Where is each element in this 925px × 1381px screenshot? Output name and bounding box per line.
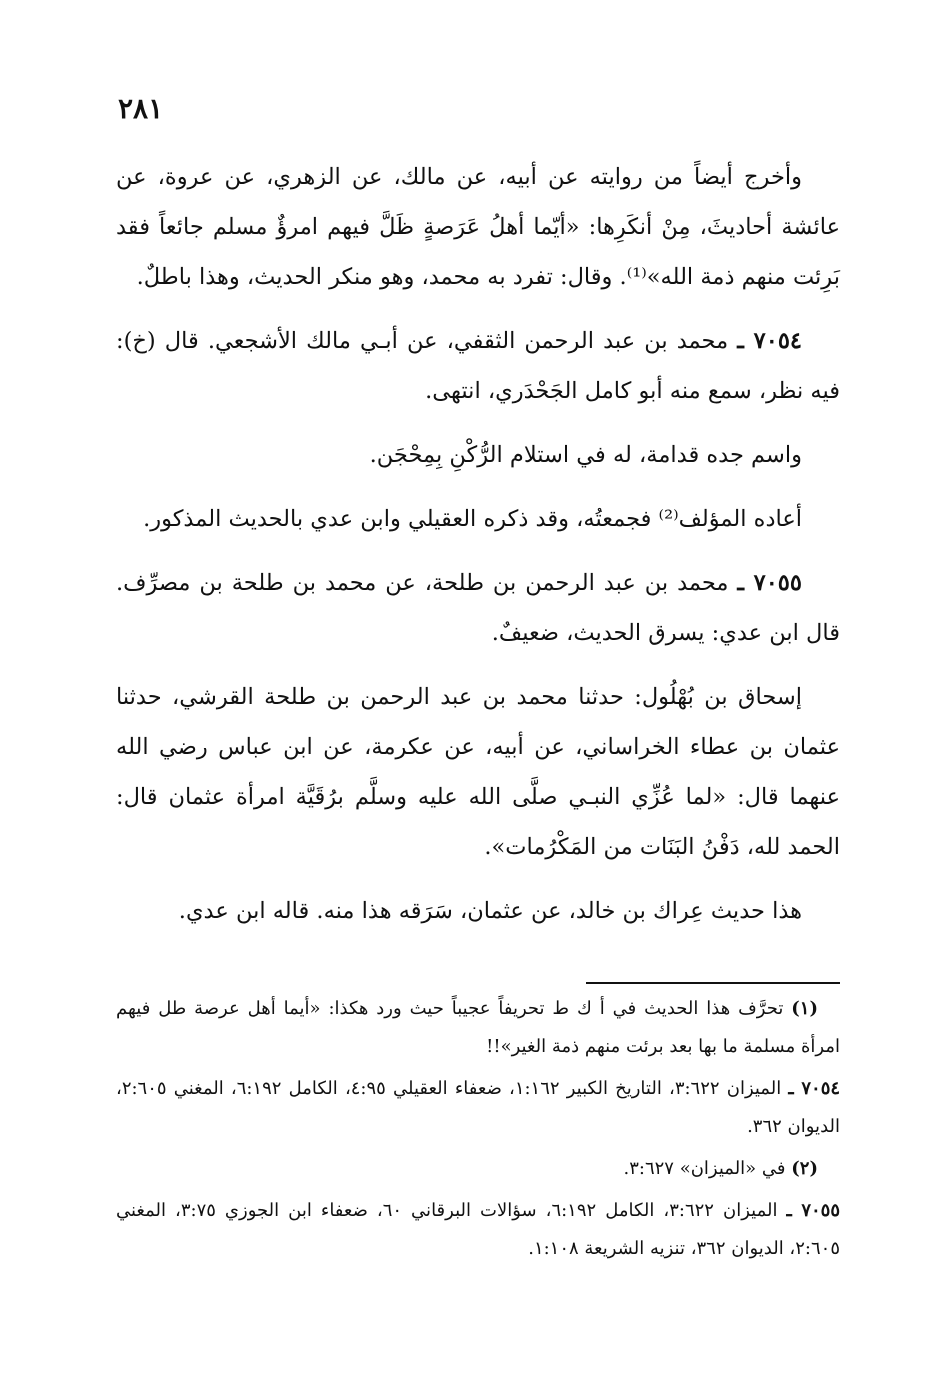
footnote-text: في «الميزان» ٣:٦٢٧. <box>623 1158 786 1179</box>
paragraph-grandfather-name <box>116 430 840 480</box>
paragraph-hadith-aisha <box>116 152 840 302</box>
footnote-text: الميزان ٣:٦٢٢، الكامل ٦:١٩٢، سؤالات البرقاني ٦٠، ضعفاء ابن الجوزي ٣:٧٥، المغني ٢:٦٠٥، الديوان ٣٦٢، تنزيه الشريعة ١:١٠٨. <box>116 1200 840 1259</box>
paragraph-text: إسحاق بن بُهْلُول: حدثنا محمد بن عبد الرحمن بن طلحة القرشي، حدثنا عثمان بن عطاء الخراساني، عن أبيه، عن عكرمة، عن ابن عباس رضي الله عنهما قال: «لما عُزِّي النبـي صلَّى الله عليه وسلَّم برُقَيَّة امرأة عثمان قال: الحمد لله، دَفْنُ البَنَات من المَكْرُمات». <box>116 684 840 860</box>
footnote-item <box>116 1150 840 1188</box>
footnotes <box>116 990 840 1272</box>
entry-7055 <box>116 558 840 658</box>
footnote-item <box>116 1070 840 1146</box>
paragraph-irak-note <box>116 886 840 936</box>
paragraph-text: أعاده المؤلف⁽²⁾ فجمعتُه، وقد ذكره العقيلي وابن عدي بالحديث المذكور. <box>143 506 802 532</box>
entry-number: ٧٠٥٤ ـ <box>737 328 802 354</box>
paragraph-ishaq-chain <box>116 672 840 872</box>
paragraph-text: وأخرج أيضاً من روايته عن أبيه، عن مالك، عن الزهري، عن عروة، عن عائشة أحاديثَ، مِنْ أنكَرِها: «أيّما أهلُ عَرَصةٍ ظَلَّ فيهم امرؤٌ مسلم جائعاً فقد بَرِئت منهم ذمة الله»⁽¹⁾. وقال: تفرد به محمد، وهو منكر الحديث، وهذا باطلٌ. <box>116 164 840 290</box>
entry-7054 <box>116 316 840 416</box>
paragraph-author-note <box>116 494 840 544</box>
footnote-item <box>116 1192 840 1268</box>
entry-text: محمد بن عبد الرحمن بن طلحة، عن محمد بن طلحة بن مصرِّف. قال ابن عدي: يسرق الحديث، ضعيفٌ. <box>116 570 840 646</box>
footnote-divider <box>586 982 840 984</box>
footnote-text: تحرَّف هذا الحديث في أ ك ط تحريفاً عجيباً حيث ورد هكذا: «أيما أهل عرصة طل فيهم امرأة مسلمة ما بها بعد برئت منهم ذمة الغير»!! <box>116 998 840 1057</box>
entry-text: محمد بن عبد الرحمن الثقفي، عن أبـي مالك الأشجعي. قال (خ): فيه نظر، سمع منه أبو كامل الجَحْدَري، انتهى. <box>116 328 840 404</box>
footnote-marker: (٢) <box>791 1158 818 1179</box>
footnote-text: الميزان ٣:٦٢٢، التاريخ الكبير ١:١٦٢، ضعفاء العقيلي ٤:٩٥، الكامل ٦:١٩٢، المغني ٢:٦٠٥، الديوان ٣٦٢. <box>116 1078 840 1137</box>
footnote-marker: (١) <box>791 998 818 1019</box>
paragraph-text: هذا حديث عِراك بن خالد، عن عثمان، سَرَقه هذا منه. قاله ابن عدي. <box>178 898 802 924</box>
entry-number: ٧٠٥٥ ـ <box>737 570 802 596</box>
paragraph-text: واسم جده قدامة، له في استلام الرُّكْنِ بِمِحْجَن. <box>369 442 802 468</box>
footnote-marker: ٧٠٥٥ ـ <box>786 1200 840 1221</box>
footnote-marker: ٧٠٥٤ ـ <box>788 1078 841 1099</box>
footnote-item <box>116 990 840 1066</box>
main-text <box>116 152 840 950</box>
page-number: ٢٨١ <box>118 92 164 125</box>
